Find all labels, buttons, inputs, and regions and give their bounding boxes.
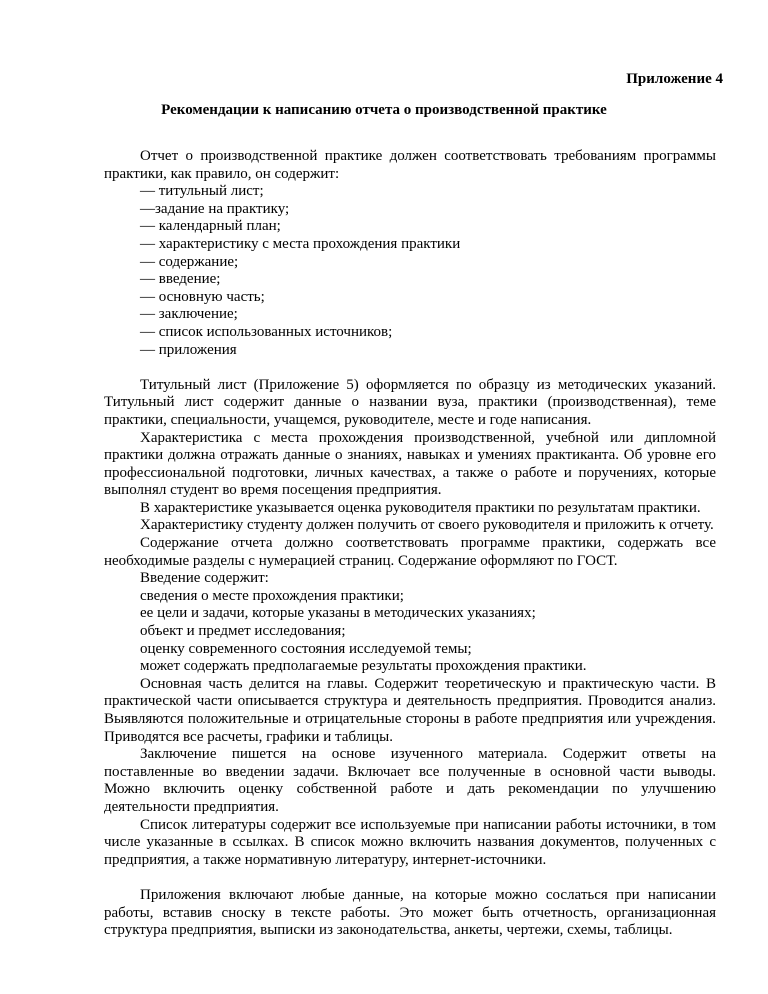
appendix-label: Приложение 4 [626, 71, 723, 87]
report-item: — основную часть; [140, 288, 265, 305]
assessment-paragraph: В характеристике указывается оценка руководителя практики по результатам практики. [140, 499, 701, 516]
report-item: — введение; [140, 271, 221, 288]
references-paragraph: Список литературы содержит все используемые при написании работы источники, в том числе указанные в ссылках. В список можно включить названия документов, полученных с предприятия, а также нормативную литературу, интернет-источники. [104, 816, 716, 868]
intro-item: оценку современного состояния исследуемой темы; [140, 640, 472, 657]
document-title: Рекомендации к написанию отчета о производственной практике [161, 102, 607, 118]
report-item: — приложения [140, 341, 237, 358]
report-item: — заключение; [140, 306, 238, 323]
report-item: — содержание; [140, 253, 239, 270]
obtain-paragraph: Характеристику студенту должен получить от своего руководителя и приложить к отчету. [140, 517, 714, 534]
title-page-paragraph: Титульный лист (Приложение 5) оформляется по образцу из методических указаний. Титульный лист содержит данные о названии вуза, практики (производственная), теме практики, специальности, учащемся, руководителе, месте и годе написания. [104, 376, 716, 428]
document-body [104, 148, 716, 940]
intro-paragraph: Отчет о производственной практике должен соответствовать требованиям программы практики, как правило, он содержит: [104, 148, 716, 182]
main-part-paragraph: Основная часть делится на главы. Содержит теоретическую и практическую части. В практической части описывается структура и деятельность предприятия. Проводится анализ. Выявляются положительные и отрицательные стороны в работе предприятия или учреждения. Приводятся все расчеты, графики и таблицы. [104, 675, 716, 745]
intro-item: объект и предмет исследования; [140, 623, 346, 640]
report-item: —задание на практику; [140, 200, 290, 217]
intro-item: сведения о месте прохождения практики; [140, 587, 404, 604]
conclusion-paragraph: Заключение пишется на основе изученного материала. Содержит ответы на поставленные во введении задачи. Включает все полученные в основной части выводы. Можно включить оценку собственной работе и дать рекомендации по улучшению деятельности предприятия. [104, 746, 716, 815]
report-item: — список использованных источников; [140, 323, 393, 340]
intro-item: ее цели и задачи, которые указаны в методических указаниях; [140, 605, 536, 622]
contents-paragraph: Содержание отчета должно соответствовать программе практики, содержать все необходимые разделы с нумерацией страниц. Содержание оформляют по ГОСТ. [104, 535, 716, 569]
report-item: — календарный план; [140, 218, 281, 235]
report-item: — характеристику с места прохождения практики [140, 235, 461, 252]
spacer [104, 869, 716, 887]
spacer [104, 359, 716, 377]
intro-contains-heading: Введение содержит: [140, 570, 269, 587]
report-item: — титульный лист; [140, 183, 264, 200]
characteristic-paragraph: Характеристика с места прохождения производственной, учебной или дипломной практики должна отражать данные о знаниях, навыках и умениях практиканта. Об уровне его профессиональной подготовки, личных качествах, а также о работе и поручениях, которые выполнял студент во время посещения предприятия. [104, 429, 716, 499]
intro-item: может содержать предполагаемые результаты прохождения практики. [140, 658, 587, 675]
appendices-paragraph: Приложения включают любые данные, на которые можно сослаться при написании работы, вставив сноску в тексте работы. Это может быть отчетность, организационная структура предприятия, выписки из законодательства, анкеты, чертежи, схемы, таблицы. [104, 886, 716, 939]
